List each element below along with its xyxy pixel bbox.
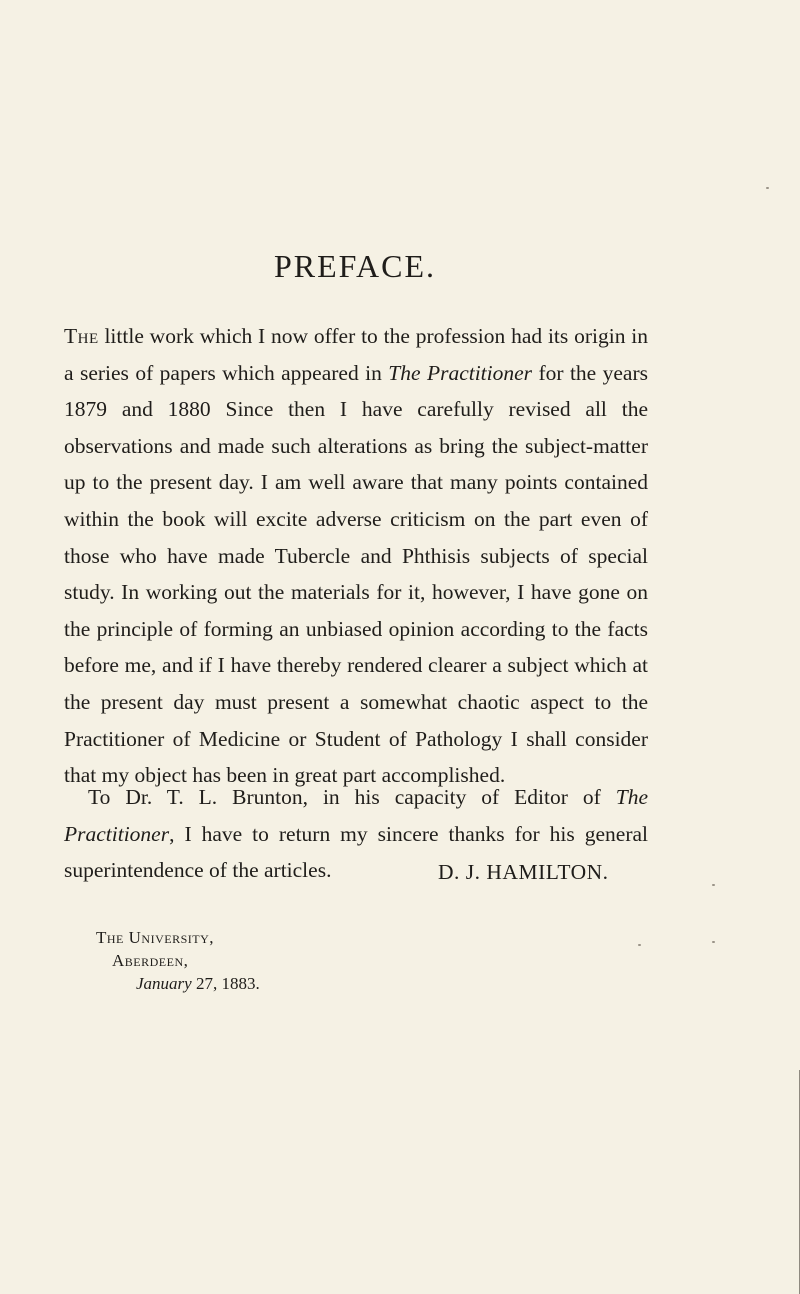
date-month: January [136,974,192,993]
paragraph-1-text-b: for the years 1879 and 1880 Since then I have carefully revised all the observations and made such alterations as bring the subject-matter up to the present day. I am well aware that many points contained within the book will excite adverse criticism on the part even of those who have made Tubercle and Phthisis subjects of special study. In working out the materials for it, however, I have gone on the principle of forming an unbiased opinion according to the facts before me, and if I have thereby rendered clearer a subject which at the present day must present a somewhat chaotic aspect to the Practitioner of Medicine or Student of Pathology I shall consider that my object has been in great part accomplished. [64,360,648,788]
paper-speck [766,187,769,189]
date-day-year: 27, 1883. [191,974,260,993]
paragraph-1-text-a: little work which I now offer to the profession had its origin in a series of papers which appeared in [64,324,648,385]
paper-speck [712,941,715,943]
address-city: Aberdeen, [112,951,189,970]
paper-speck [638,944,641,946]
page-title: PREFACE. [273,248,437,284]
journal-title: The Practitioner [64,785,648,846]
paragraph-lead-word: The [64,324,99,348]
paragraph-2-text-a: To Dr. T. L. Brunton, in his capacity of Editor of [88,785,616,809]
journal-title: The Practitioner [388,360,533,385]
address-date [96,972,260,995]
address-block [96,926,260,995]
address-institution: The University, [96,928,214,947]
paper-speck [712,884,715,886]
preface-paragraph-1 [64,318,648,794]
author-signature: D. J. HAMILTON. [438,860,609,884]
paragraph-2-text-b: , I have to return my sincere thanks for his general superintendence of the articles. [64,821,648,883]
